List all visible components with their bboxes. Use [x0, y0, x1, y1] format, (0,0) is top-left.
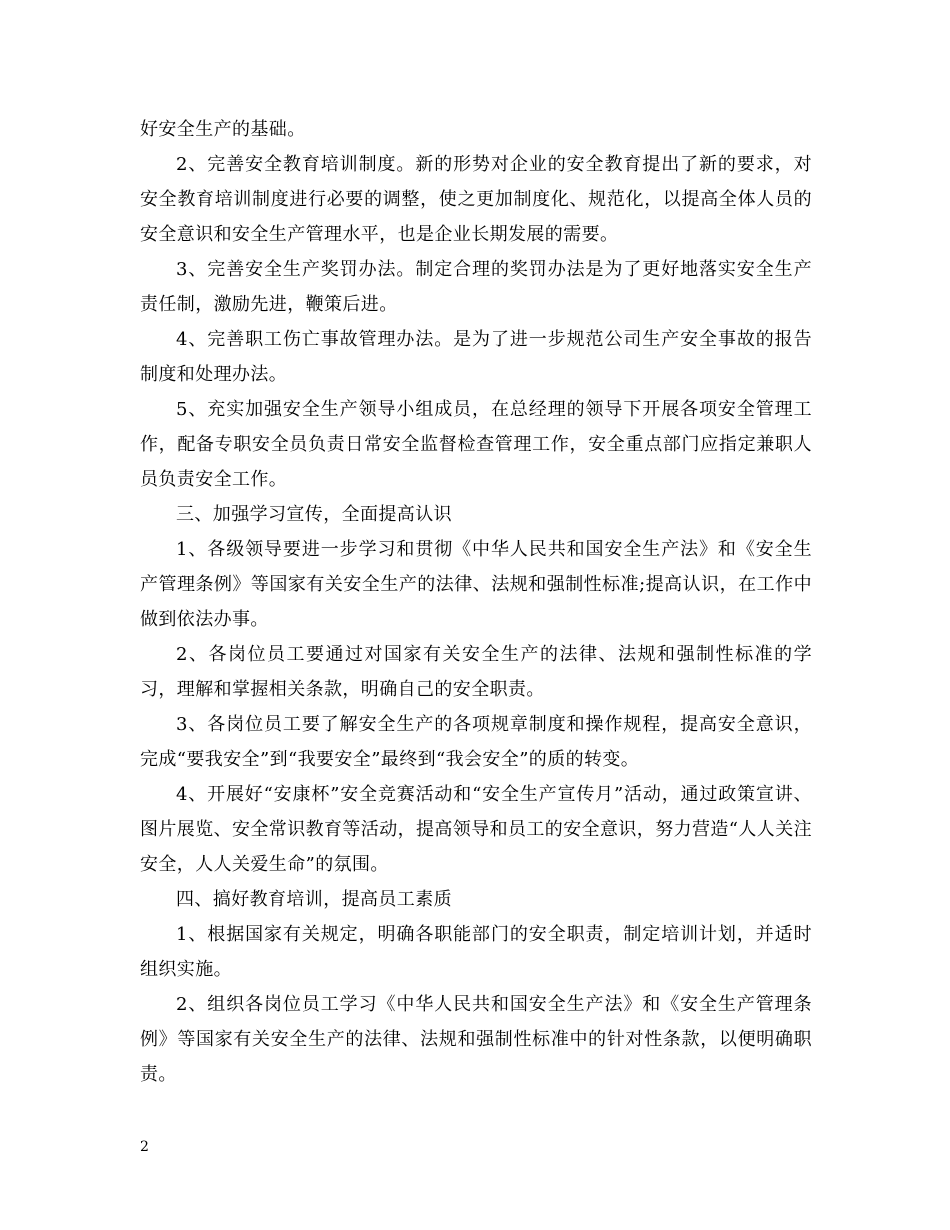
paragraph-training-plan: 1、根据国家有关规定，明确各职能部门的安全职责，制定培训计划，并适时组织实施。: [140, 924, 812, 980]
paragraph-reward-penalty: 3、完善安全生产奖罚办法。制定合理的奖罚办法是为了更好地落实安全生产责任制，激励先进，鞭策后进。: [140, 259, 812, 315]
paragraph-leadership-group: 5、充实加强安全生产领导小组成员，在总经理的领导下开展各项安全管理工作，配备专职安全员负责日常安全监督检查管理工作，安全重点部门应指定兼职人员负责安全工作。: [140, 399, 812, 490]
paragraph-safety-campaigns: 4、开展好“安康杯”安全竞赛活动和“安全生产宣传月”活动，通过政策宣讲、图片展览、安全常识教育等活动，提高领导和员工的安全意识，努力营造“人人关注安全，人人关爱生命”的氛围。: [140, 784, 812, 875]
paragraph-leaders-study: 1、各级领导要进一步学习和贯彻《中华人民共和国安全生产法》和《安全生产管理条例》等国家有关安全生产的法律、法规和强制性标准;提高认识，在工作中做到依法办事。: [140, 539, 812, 630]
paragraph-employees-study: 2、各岗位员工要通过对国家有关安全生产的法律、法规和强制性标准的学习，理解和掌握相关条款，明确自己的安全职责。: [140, 644, 812, 700]
section-heading-three: 三、加强学习宣传，全面提高认识: [176, 504, 452, 525]
page-number: 2: [140, 1139, 149, 1155]
paragraph-safety-awareness: 3、各岗位员工要了解安全生产的各项规章制度和操作规程，提高安全意识，完成“要我安全”到“我要安全”最终到“我会安全”的质的转变。: [140, 714, 812, 770]
paragraph-accident-management: 4、完善职工伤亡事故管理办法。是为了进一步规范公司生产安全事故的报告制度和处理办法。: [140, 329, 812, 385]
paragraph-training-system: 2、完善安全教育培训制度。新的形势对企业的安全教育提出了新的要求，对安全教育培训制度进行必要的调整，使之更加制度化、规范化，以提高全体人员的安全意识和安全生产管理水平，也是企业长期发展的需要。: [140, 154, 812, 245]
paragraph-continuation: 好安全生产的基础。: [140, 119, 306, 140]
document-body: [140, 112, 812, 1092]
section-heading-four: 四、搞好教育培训，提高员工素质: [176, 889, 452, 910]
paragraph-law-study: 2、组织各岗位员工学习《中华人民共和国安全生产法》和《安全生产管理条例》等国家有关安全生产的法律、法规和强制性标准中的针对性条款，以便明确职责。: [140, 994, 812, 1085]
